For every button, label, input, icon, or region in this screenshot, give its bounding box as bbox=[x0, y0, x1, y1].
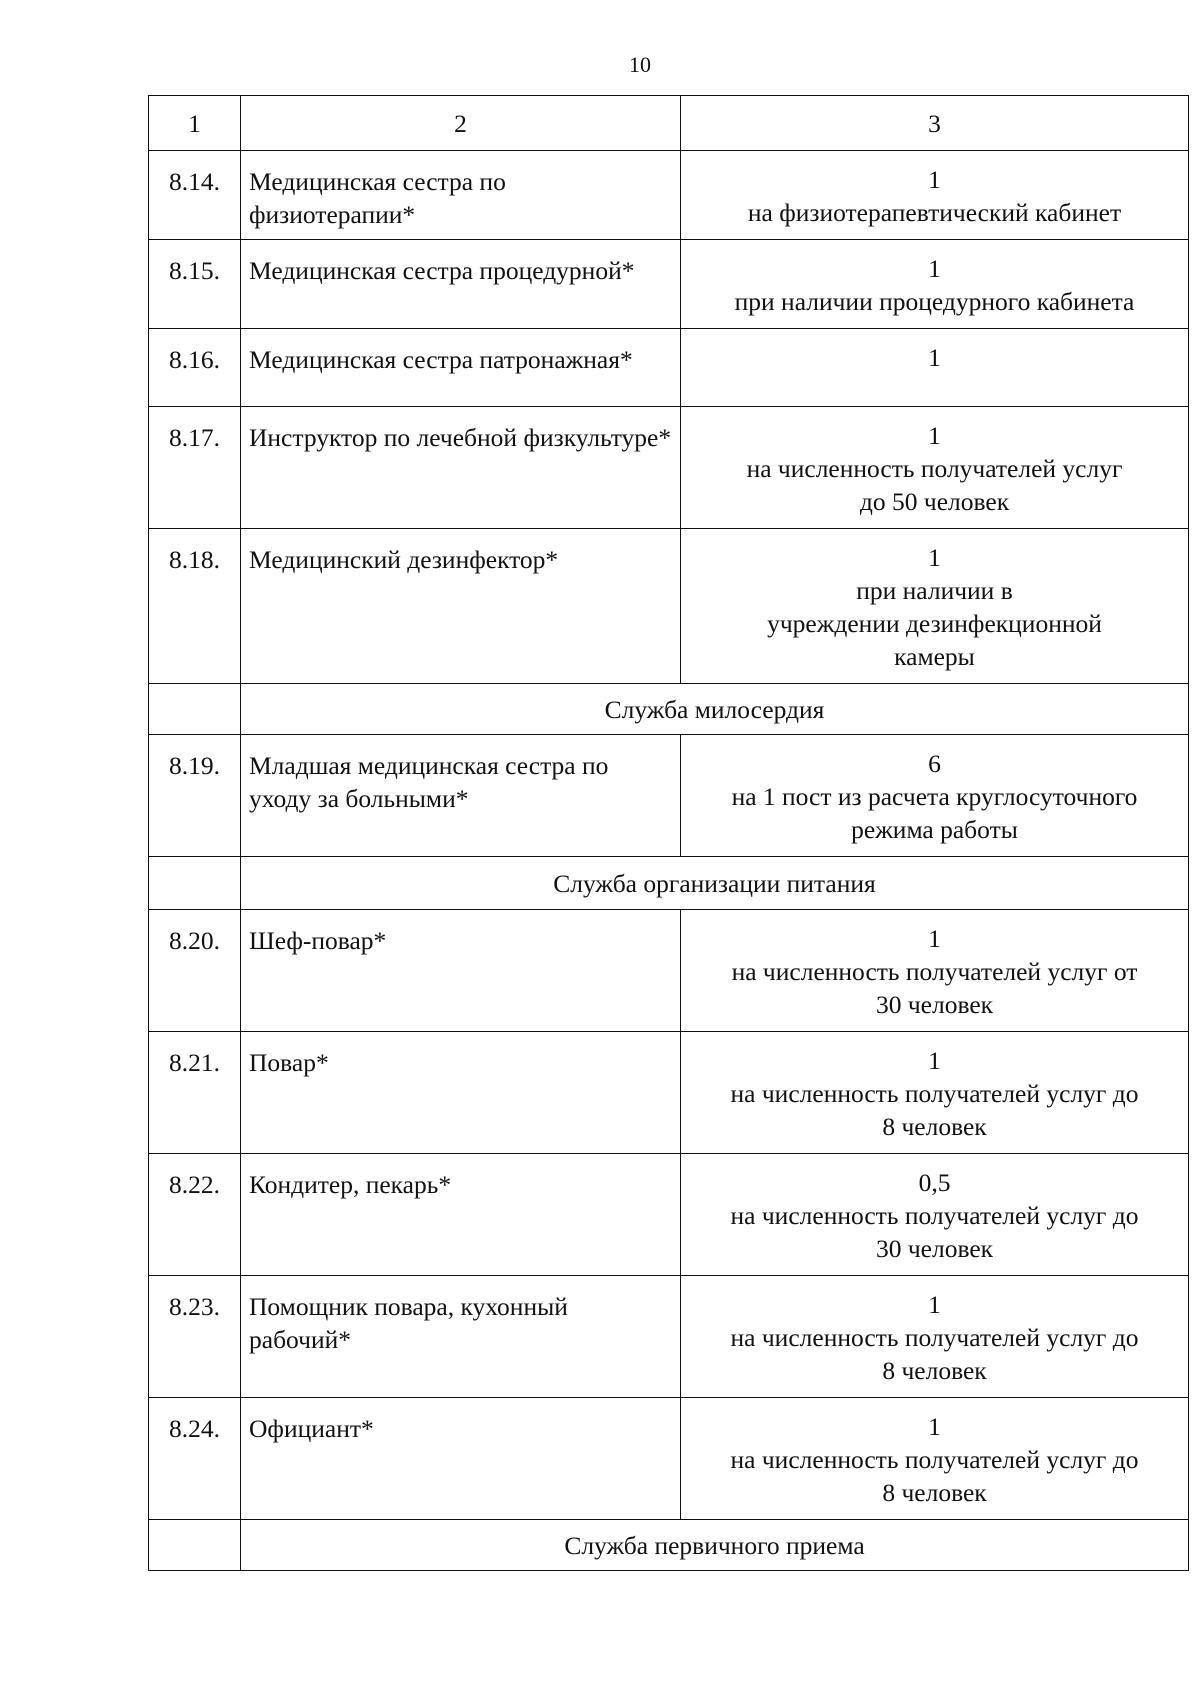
staff-norm-condition: 30 человек bbox=[875, 990, 994, 1019]
staff-count: 1 bbox=[928, 1046, 941, 1075]
row-number: 8.20. bbox=[149, 910, 241, 1032]
table-row bbox=[149, 1398, 1189, 1520]
section-row bbox=[149, 857, 1189, 910]
staff-count: 1 bbox=[928, 1290, 941, 1319]
section-row bbox=[149, 684, 1189, 735]
staff-norm-condition: учреждении дезинфекционной bbox=[767, 609, 1102, 638]
staff-norm-cell bbox=[681, 1154, 1189, 1276]
header-col-3: 3 bbox=[681, 96, 1189, 151]
position-name: Кондитер, пекарь* bbox=[241, 1154, 681, 1276]
row-number: 8.16. bbox=[149, 329, 241, 407]
staff-norm-condition: 30 человек bbox=[875, 1234, 994, 1263]
section-title: Служба первичного приема bbox=[241, 1520, 1189, 1571]
position-name: Младшая медицинская сестра по уходу за больными* bbox=[241, 735, 681, 857]
section-empty-cell bbox=[149, 1520, 241, 1571]
staff-norm-cell bbox=[681, 151, 1189, 240]
staff-norm-condition: на численность получателей услуг bbox=[746, 454, 1123, 483]
staff-norm-condition: на численность получателей услуг до bbox=[730, 1323, 1139, 1352]
staff-norm-condition: на 1 пост из расчета круглосуточного bbox=[731, 782, 1138, 811]
staff-norm-cell bbox=[681, 1398, 1189, 1520]
row-number: 8.24. bbox=[149, 1398, 241, 1520]
section-title: Служба милосердия bbox=[241, 684, 1189, 735]
staff-norm-cell bbox=[681, 240, 1189, 329]
staff-norm-condition: на численность получателей услуг до bbox=[730, 1445, 1139, 1474]
table-row bbox=[149, 151, 1189, 240]
table-body bbox=[149, 96, 1189, 1571]
table-row bbox=[149, 1276, 1189, 1398]
staff-norm-cell bbox=[681, 910, 1189, 1032]
table-row bbox=[149, 407, 1189, 529]
staff-norm-cell bbox=[681, 1032, 1189, 1154]
staff-norm-cell bbox=[681, 529, 1189, 684]
staff-norm-condition: 8 человек bbox=[882, 1356, 987, 1385]
table-row bbox=[149, 1032, 1189, 1154]
staff-count: 0,5 bbox=[918, 1168, 951, 1197]
table-row bbox=[149, 910, 1189, 1032]
staff-norm-condition: режима работы bbox=[851, 815, 1018, 844]
staff-count: 1 bbox=[928, 165, 941, 194]
staff-norm-cell bbox=[681, 735, 1189, 857]
table-row bbox=[149, 1154, 1189, 1276]
staffing-table bbox=[148, 95, 1189, 1571]
staff-norm-condition: на физиотерапевтический кабинет bbox=[747, 198, 1122, 227]
row-number: 8.14. bbox=[149, 151, 241, 240]
staff-norm-condition: при наличии в bbox=[856, 576, 1013, 605]
staff-norm-cell bbox=[681, 1276, 1189, 1398]
staff-norm-condition: на численность получателей услуг от bbox=[731, 957, 1138, 986]
position-name: Инструктор по лечебной физкультуре* bbox=[241, 407, 681, 529]
row-number: 8.15. bbox=[149, 240, 241, 329]
staff-count: 1 bbox=[928, 543, 941, 572]
table-header-row bbox=[149, 96, 1189, 151]
staff-norm-condition: 8 человек bbox=[882, 1478, 987, 1507]
row-number: 8.22. bbox=[149, 1154, 241, 1276]
staff-norm-cell bbox=[681, 407, 1189, 529]
row-number: 8.19. bbox=[149, 735, 241, 857]
row-number: 8.17. bbox=[149, 407, 241, 529]
staff-norm-condition: 8 человек bbox=[882, 1112, 987, 1141]
staff-norm-condition: камеры bbox=[894, 642, 975, 671]
staff-norm-cell bbox=[681, 329, 1189, 407]
section-row bbox=[149, 1520, 1189, 1571]
header-col-1: 1 bbox=[149, 96, 241, 151]
staff-count: 1 bbox=[928, 924, 941, 953]
position-name: Помощник повара, кухонный рабочий* bbox=[241, 1276, 681, 1398]
row-number: 8.23. bbox=[149, 1276, 241, 1398]
staff-norm-condition: на численность получателей услуг до bbox=[730, 1079, 1139, 1108]
staff-count: 1 bbox=[928, 421, 941, 450]
position-name: Повар* bbox=[241, 1032, 681, 1154]
page-number: 10 bbox=[629, 52, 651, 77]
table-row bbox=[149, 329, 1189, 407]
staff-norm-condition: при наличии процедурного кабинета bbox=[734, 287, 1135, 316]
section-title: Служба организации питания bbox=[241, 857, 1189, 910]
position-name: Официант* bbox=[241, 1398, 681, 1520]
row-number: 8.21. bbox=[149, 1032, 241, 1154]
section-empty-cell bbox=[149, 684, 241, 735]
staff-norm-condition: до 50 человек bbox=[859, 487, 1010, 516]
table-row bbox=[149, 735, 1189, 857]
table-row bbox=[149, 240, 1189, 329]
position-name: Медицинская сестра по физиотерапии* bbox=[241, 151, 681, 240]
position-name: Шеф-повар* bbox=[241, 910, 681, 1032]
section-empty-cell bbox=[149, 857, 241, 910]
staff-count: 1 bbox=[928, 254, 941, 283]
staff-count: 1 bbox=[928, 343, 941, 372]
position-name: Медицинская сестра патронажная* bbox=[241, 329, 681, 407]
staff-count: 6 bbox=[928, 749, 941, 778]
position-name: Медицинская сестра процедурной* bbox=[241, 240, 681, 329]
row-number: 8.18. bbox=[149, 529, 241, 684]
position-name: Медицинский дезинфектор* bbox=[241, 529, 681, 684]
header-col-2: 2 bbox=[241, 96, 681, 151]
table-row bbox=[149, 529, 1189, 684]
staff-count: 1 bbox=[928, 1412, 941, 1441]
staff-norm-condition: на численность получателей услуг до bbox=[730, 1201, 1139, 1230]
